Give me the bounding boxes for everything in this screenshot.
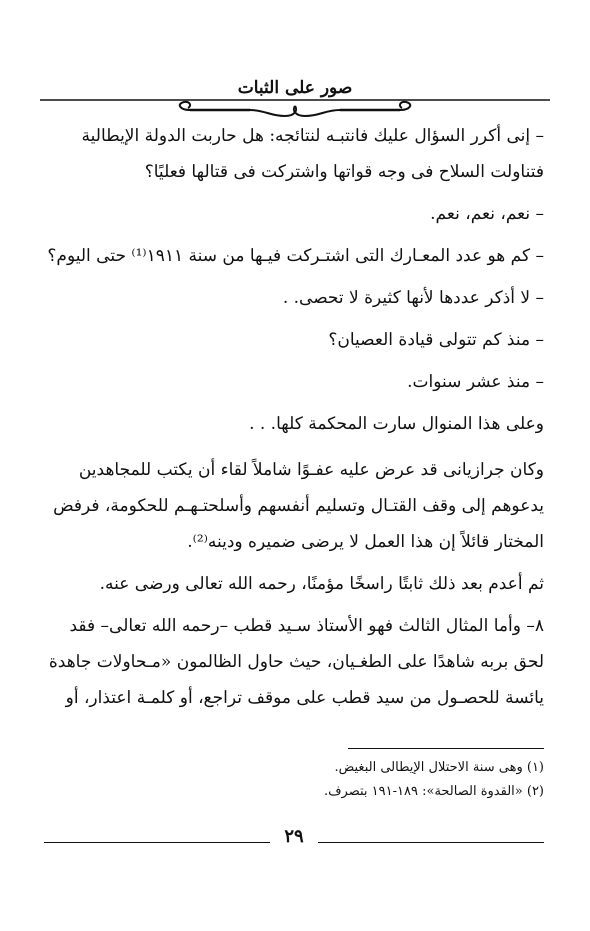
paragraph-question-repeat: – إنى أكرر السؤال عليك فانتبـه لنتائجه: هل حاربت الدولة الإيطالية فتناولت السلاح فى وجه قواتها واشتركت فى قتالها فعليًا؟: [81, 126, 544, 182]
footer-line-right: [318, 842, 544, 843]
paragraph-trial-continued: وعلى هذا المنوال سارت المحكمة كلها. . .: [249, 414, 544, 434]
paragraph-question-battles: – كم هو عدد المعـارك التى اشتـركت فيـها من سنة ١٩١١⁽¹⁾ حتى اليوم؟: [47, 246, 544, 266]
page-number: ٢٩: [284, 826, 304, 847]
footnote-1: (١) وهى سنة الاحتلال الإيطالى البغيض.: [334, 760, 544, 775]
paragraph-answer-yes: – نعم، نعم، نعم.: [430, 204, 544, 224]
footer-line-left: [44, 842, 270, 843]
running-header-title: صور على الثبات: [237, 78, 353, 98]
paragraph-question-leadership: – منذ كم تتولى قيادة العصيان؟: [328, 330, 544, 350]
paragraph-answer-ten-years: – منذ عشر سنوات.: [407, 372, 544, 392]
paragraph-execution: ثم أعدم بعد ذلك ثابتًا راسخًا مؤمنًا، رحمه الله تعالى ورضى عنه.: [99, 574, 544, 594]
paragraph-answer-countless: – لا أذكر عددها لأنها كثيرة لا تحصى. .: [282, 288, 544, 308]
footnote-2: (٢) «القدوة الصالحة»: ١٨٩-١٩١ بتصرف.: [323, 784, 544, 799]
paragraph-graziani-offer: وكان جرازيانى قد عرض عليه عفـوًا شاملاً لقاء أن يكتب للمجاهدين يدعوهم إلى وقف القتـال وتسليم أنفسهم وأسلحتـهـم للحكومة، فرفض المختار قائلاً إن هذا العمل لا يرضى ضميره ودينه⁽²⁾.: [53, 460, 544, 552]
footnote-divider: [348, 748, 544, 749]
paragraph-third-example: ٨– وأما المثال الثالث فهو الأستاذ سـيد قطب –رحمه الله تعالى– فقد لحق بربه شاهدًا على الطغـيان، حيث حاول الظالمون «مـحاولات جاهدة يائسة للحصـول من سيد قطب على موقف تراجع، أو كلمـة اعتذار، أو: [48, 616, 544, 708]
header-ornament: [40, 96, 550, 118]
body-text: [44, 118, 544, 716]
footnotes: [44, 756, 544, 804]
